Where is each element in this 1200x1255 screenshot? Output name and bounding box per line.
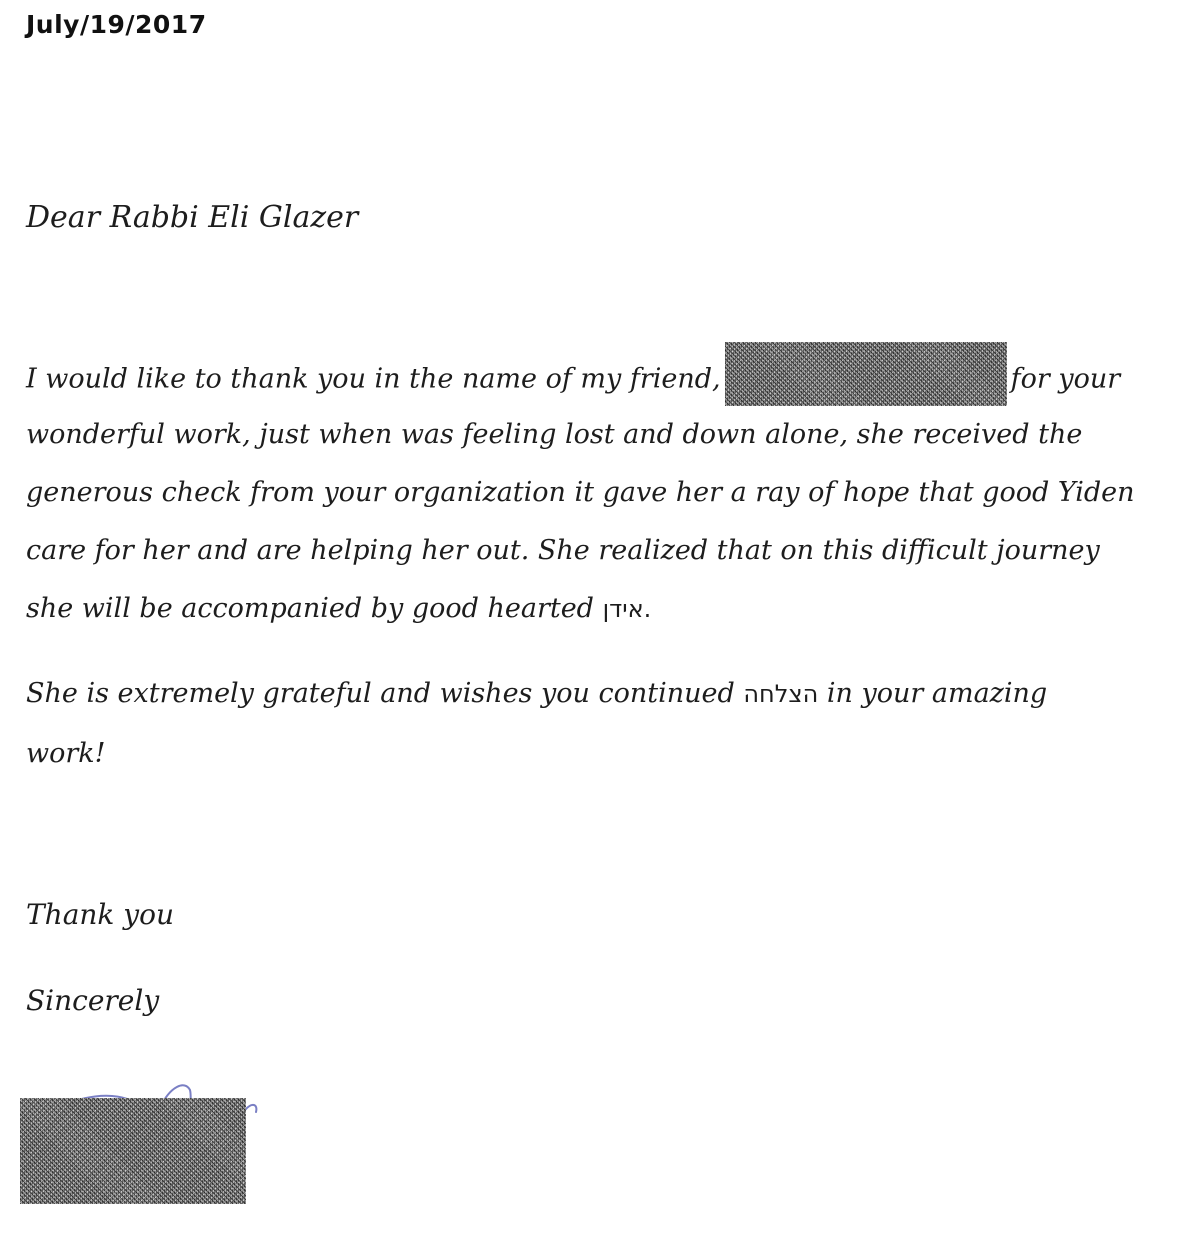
paragraph-line: care for her and are helping her out. She realized that on this difficult journey bbox=[26, 535, 1100, 566]
closing-thanks: Thank you bbox=[26, 898, 175, 931]
paragraph-thanks bbox=[26, 348, 1176, 638]
paragraph-text: she will be accompanied by good hearted bbox=[26, 593, 594, 624]
hebrew-word: אידן bbox=[602, 595, 644, 623]
paragraph-text: I would like to thank you in the name of my friend, bbox=[26, 363, 721, 395]
redacted-signature bbox=[20, 1098, 246, 1204]
paragraph-line: generous check from your organization it gave her a ray of hope that good Yiden bbox=[26, 477, 1135, 508]
paragraph-line: work! bbox=[26, 738, 106, 769]
paragraph-text: for your bbox=[1010, 363, 1121, 395]
paragraph-text: in your amazing bbox=[826, 678, 1048, 709]
paragraph-line bbox=[26, 664, 1176, 724]
signature-area bbox=[20, 1078, 260, 1208]
letter-date: July/19/2017 bbox=[26, 10, 207, 39]
salutation: Dear Rabbi Eli Glazer bbox=[26, 200, 359, 235]
paragraph-line bbox=[26, 580, 1176, 638]
paragraph-line bbox=[26, 348, 1176, 406]
hebrew-word: הצלחה bbox=[743, 680, 819, 708]
closing-sincerely: Sincerely bbox=[26, 984, 160, 1017]
paragraph-gratitude bbox=[26, 664, 1176, 784]
paragraph-line: wonderful work, just when was feeling lost and down alone, she received the bbox=[26, 419, 1083, 450]
paragraph-text: She is extremely grateful and wishes you continued bbox=[26, 678, 735, 709]
redacted-friend-name bbox=[725, 342, 1007, 406]
paragraph-text: . bbox=[643, 595, 652, 623]
